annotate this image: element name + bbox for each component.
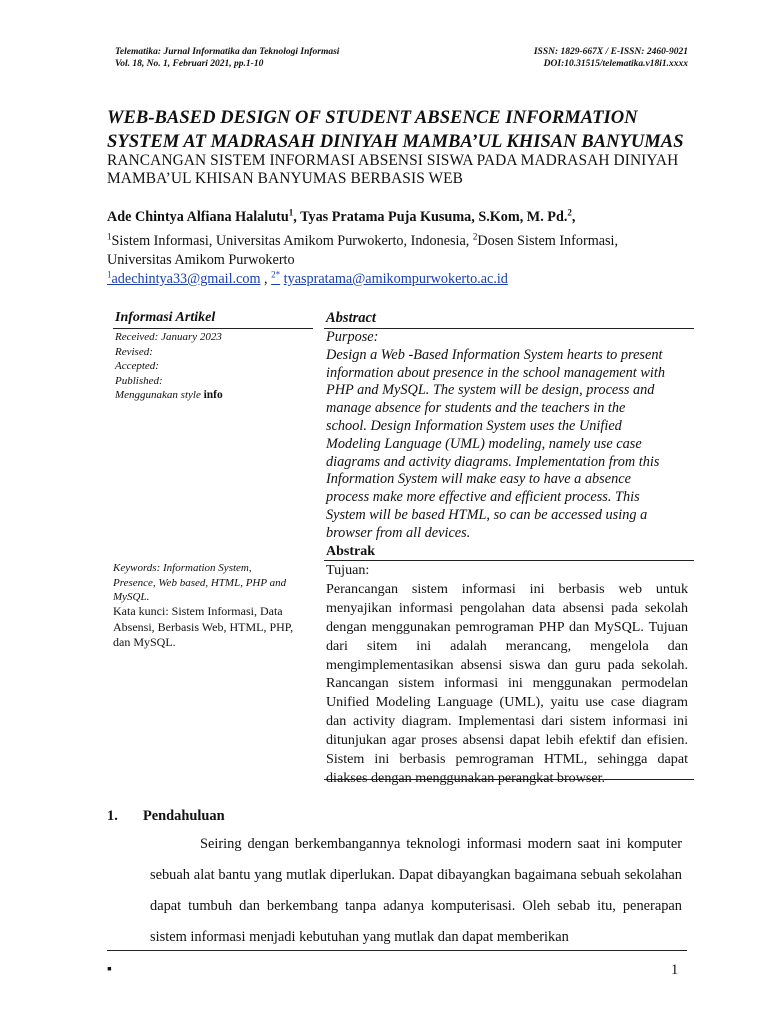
- abstract-line-8: Information System will make easy to have a absence: [326, 471, 631, 488]
- kata-kunci-line1: Kata kunci: Sistem Informasi, Data: [113, 604, 283, 618]
- title-indonesian-line2: MAMBA’UL KHISAN BANYUMAS BERBASIS WEB: [107, 170, 464, 187]
- title-english-line2: SYSTEM AT MADRASAH DINIYAH MAMBA’UL KHISAN BANYUMAS: [107, 131, 684, 152]
- author-1-sup: 1: [288, 207, 294, 218]
- affil-2-sup: 2: [472, 231, 478, 242]
- title-indonesian: [107, 152, 707, 188]
- abstract-line-5: school. Design Information System uses the Unified: [326, 417, 622, 434]
- journal-volume: Vol. 18, No. 1, Februari 2021, pp.1-10: [115, 59, 264, 69]
- abstract-line-1: Design a Web -Based Information System hearts to present: [326, 346, 663, 363]
- info-accepted: Accepted:: [115, 360, 159, 373]
- journal-doi: DOI:10.31515/telematika.v18i1.xxxx: [543, 59, 688, 69]
- abstrak-text: Perancangan sistem informasi ini berbasis web untuk menyajikan informasi pengolahan data absensi pada sekolah dengan menggunakan pemrograman PHP dan MySQL. Tujuan dari sitem ini adalah merancang, mengelola dan mengimplementasikan absensi siswa dan guru pada sekolah. Rancangan sistem informasi ini menggunakan permodelan Unified Modeling Language (UML), yaitu use case diagram dan activity diagram. Implementasi dari sistem informasi ini ditunjukan agar proses absensi dapat lebih efektif dan efisien. Sistem ini berbasis pemrograman HTML, sehingga dapat diakses dengan menggunakan perangkat browser.: [326, 580, 688, 786]
- abstract-line-4: manage absence for students and the teachers in the: [326, 400, 626, 417]
- title-english: [107, 106, 707, 154]
- info-published: Published:: [115, 374, 163, 387]
- abstract-bottom-divider: [324, 779, 694, 780]
- section-heading: [107, 808, 225, 825]
- info-style-prefix: Menggunakan style: [115, 389, 204, 402]
- abstract-english: [326, 329, 688, 543]
- section-number: 1.: [107, 808, 118, 824]
- keywords-line1: Keywords: Information System,: [113, 562, 252, 574]
- email-link-1[interactable]: [107, 271, 260, 287]
- abstract-line-3: PHP and MySQL. The system will be design, process and: [326, 382, 655, 399]
- email-1: adechintya33@gmail.com: [111, 271, 261, 287]
- author-2: Tyas Pratama Puja Kusuma, S.Kom, M. Pd.: [300, 209, 568, 225]
- section-body: [150, 829, 682, 953]
- title-english-line1: WEB-BASED DESIGN OF STUDENT ABSENCE INFORMATION: [107, 107, 638, 128]
- email-link-2-sup[interactable]: [271, 271, 280, 287]
- affil-1: Sistem Informasi, Universitas Amikom Purwokerto, Indonesia,: [111, 233, 473, 249]
- abstract-line-7: diagrams and activity diagrams. Implementation from this: [326, 453, 660, 470]
- affil-2: Dosen Sistem Informasi,: [477, 233, 619, 249]
- article-info-divider: [113, 328, 313, 329]
- abstract-purpose-label: Purpose:: [326, 329, 379, 345]
- footer-bullet: ▪: [107, 962, 112, 977]
- abstrak-heading: Abstrak: [326, 544, 376, 559]
- article-info-list: [115, 330, 223, 403]
- section-body-text: Seiring dengan berkembangannya teknologi informasi modern saat ini komputer sebuah alat bantu yang mutlak diperlukan. Dapat dibayangkan bagaimana sebuah sekolahan dapat tumbuh dan berkembang tanpa adanya komputerisasi. Oleh sebab itu, penerapan sistem informasi menjadi kebutuhan yang mutlak dan dapat memberikan: [150, 836, 682, 945]
- author-list: Ade Chintya Alfiana Halalutu$^1$, Tyas Pratama Puja Kusuma, S.Kom, M. Pd.$^2$,: [107, 207, 576, 225]
- affil-1-sup: 1: [107, 231, 112, 242]
- abstrak-tujuan-label: Tujuan:: [326, 562, 370, 578]
- abstract-line-11: browser from all devices.: [326, 524, 471, 541]
- info-revised: Revised:: [115, 345, 153, 358]
- keywords-indonesian: [113, 604, 313, 651]
- title-indonesian-line1: RANCANGAN SISTEM INFORMASI ABSENSI SISWA PADA MADRASAH DINIYAH: [107, 152, 679, 169]
- journal-name: Telematika: Jurnal Informatika dan Teknologi Informasi: [115, 47, 340, 57]
- email-2-sup: 2*: [271, 269, 281, 280]
- keywords-line3: MySQL.: [113, 591, 150, 604]
- section-title: Pendahuluan: [143, 808, 225, 824]
- author-emails: $^1$adechintya33@gmail.com , $^{2*}$ tyaspratama@amikompurwokerto.ac.id: [107, 269, 508, 287]
- abstrak-indonesian: [326, 561, 688, 788]
- abstract-line-2: information about presence in the school management with: [326, 364, 665, 381]
- keywords-line2: Presence, Web based, HTML, PHP and: [113, 576, 287, 589]
- journal-issn: ISSN: 1829-667X / E-ISSN: 2460-9021: [533, 47, 688, 57]
- abstract-line-10: System will be based HTML, so can be accessed using a: [326, 506, 648, 523]
- affil-2-cont: Universitas Amikom Purwokerto: [107, 252, 295, 268]
- abstract-line-9: process make more effective and efficient process. This: [326, 489, 640, 506]
- author-2-sup: 2: [567, 207, 572, 218]
- email-link-2[interactable]: tyaspratama@amikompurwokerto.ac.id: [283, 271, 508, 287]
- author-1: Ade Chintya Alfiana Halalutu: [107, 209, 289, 225]
- keywords-english: [113, 561, 323, 605]
- info-style-word: info: [203, 389, 223, 402]
- info-received: Received: January 2023: [115, 331, 222, 343]
- email-1-sup: 1: [107, 269, 112, 280]
- affiliations: [107, 232, 707, 270]
- kata-kunci-line2: Absensi, Berbasis Web, HTML, PHP,: [113, 619, 294, 634]
- running-header-right: [534, 46, 688, 70]
- abstract-line-6: Modeling Language (UML) modeling, namely use case: [326, 435, 642, 452]
- footer-divider: [107, 950, 687, 951]
- kata-kunci-line3: dan MySQL.: [113, 635, 176, 649]
- article-info-heading: Informasi Artikel: [115, 310, 216, 325]
- running-header-left: [115, 46, 339, 70]
- abstract-heading: Abstract: [326, 310, 376, 326]
- page-number: 1: [671, 962, 679, 978]
